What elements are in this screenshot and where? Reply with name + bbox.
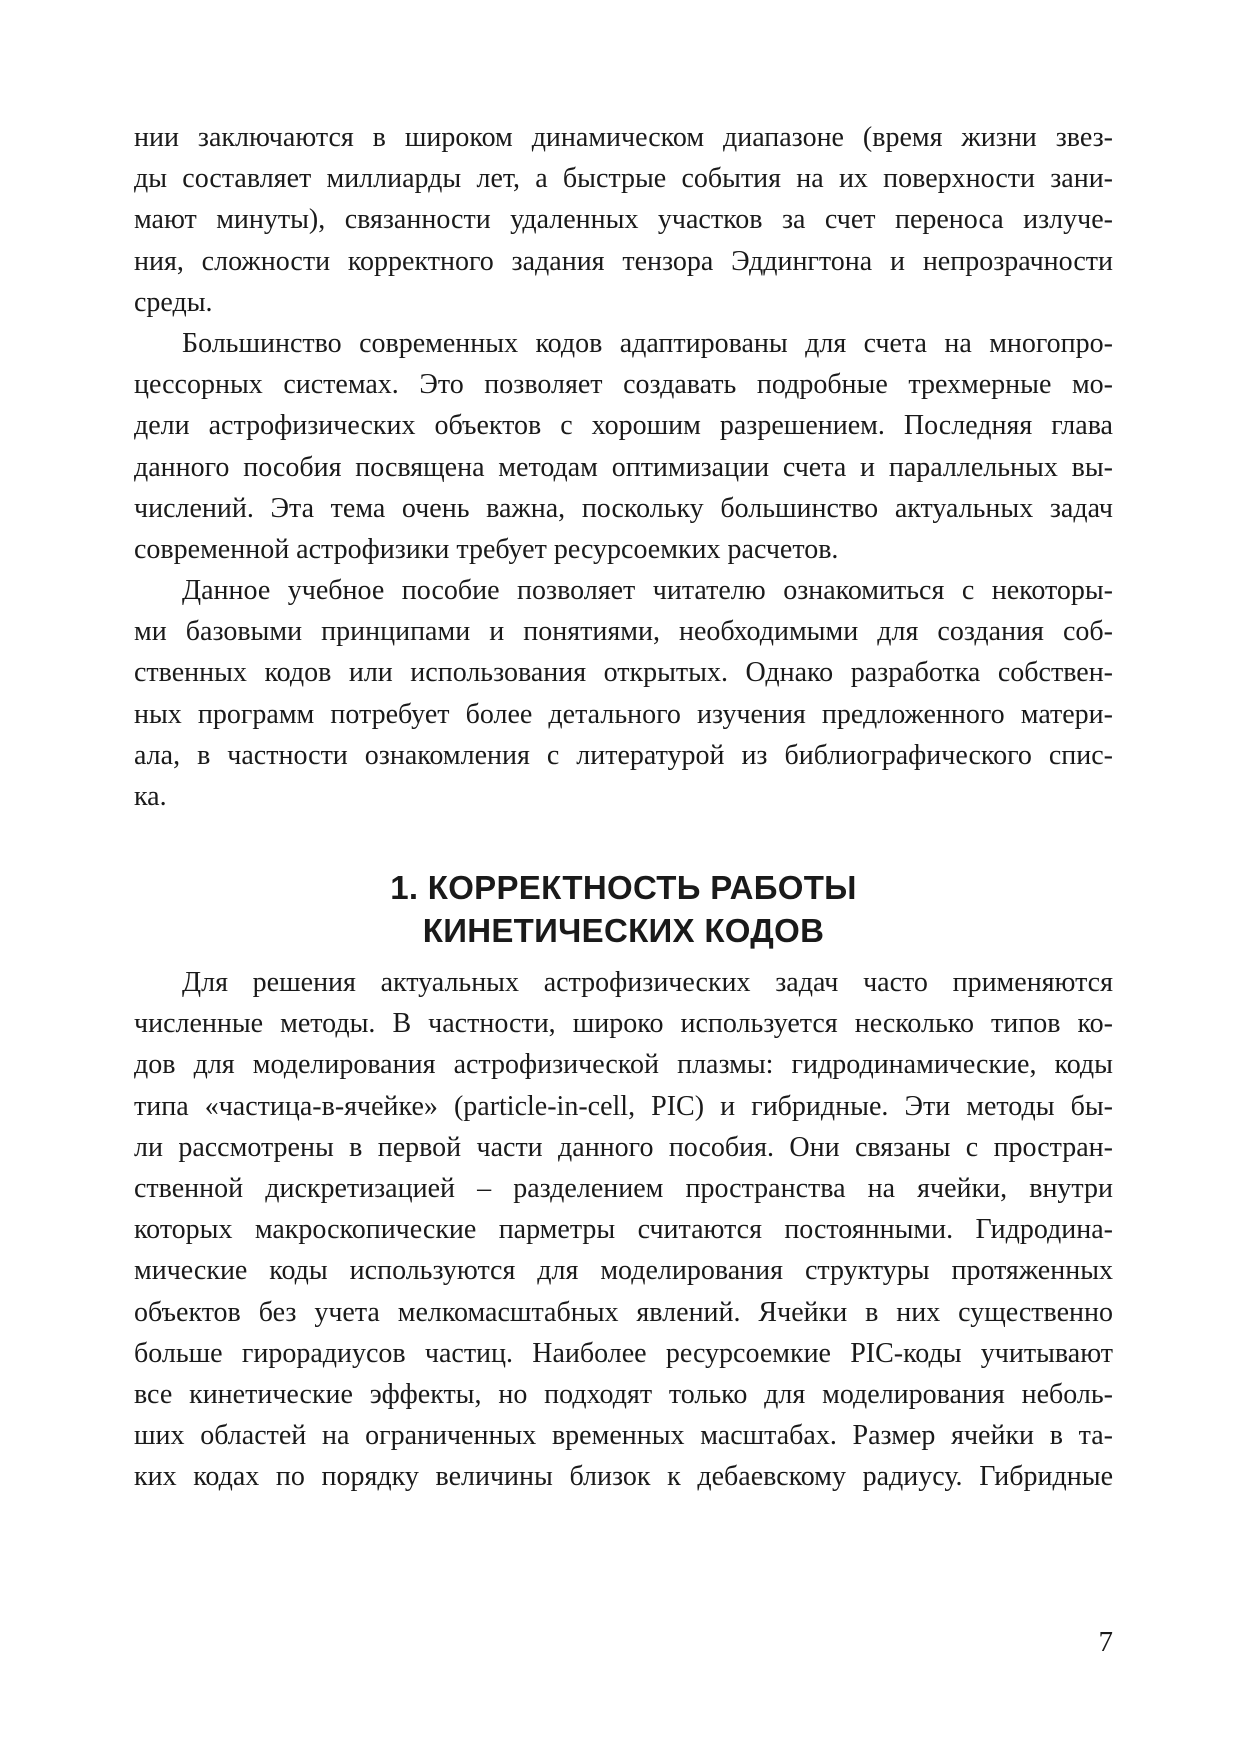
text-line: все кинетические эффекты, но подходят только для моделирования неболь- (134, 1378, 1113, 1410)
text-line: ды составляет миллиарды лет, а быстрые события на их поверхности зани- (134, 163, 1113, 195)
text-line: ных программ потребует более детального изучения предложенного матери- (134, 698, 1113, 730)
text-line: численные методы. В частности, широко используется несколько типов ко- (134, 1008, 1113, 1040)
section-heading-line-2: КИНЕТИЧЕСКИХ КОДОВ (422, 912, 825, 949)
section-heading-line-1: 1. КОРРЕКТНОСТЬ РАБОТЫ (390, 869, 857, 906)
text-line: среды. (134, 286, 213, 318)
text-line: типа «частица-в-ячейке» (particle-in-cell, PIC) и гибридные. Эти методы бы- (134, 1090, 1113, 1122)
text-line: ких кодах по порядку величины близок к дебаевскому радиусу. Гибридные (134, 1461, 1113, 1493)
text-line: ли рассмотрены в первой части данного пособия. Они связаны с простран- (134, 1131, 1113, 1163)
text-line: ших областей на ограниченных временных масштабах. Размер ячейки в та- (134, 1420, 1113, 1452)
text-line: дели астрофизических объектов с хорошим разрешением. Последняя глава (134, 410, 1113, 442)
text-line: объектов без учета мелкомасштабных явлений. Ячейки в них существенно (134, 1296, 1113, 1328)
text-line: ственной дискретизацией – разделением пространства на ячейки, внутри (134, 1172, 1113, 1204)
intro-text-block (134, 117, 1113, 817)
text-line: ственных кодов или использования открытых. Однако разработка собствен- (134, 657, 1113, 689)
text-line: больше гирорадиусов частиц. Наиболее ресурсоемкие PIC-коды учитывают (134, 1337, 1113, 1369)
text-line: ния, сложности корректного задания тензора Эддингтона и непрозрачности (134, 245, 1113, 277)
text-line: мические коды используются для моделирования структуры протяженных (134, 1255, 1113, 1287)
text-line: которых макроскопические парметры считаются постоянными. Гидродина- (134, 1214, 1113, 1246)
section-body-text-block (134, 962, 1113, 1497)
paragraph (134, 323, 1113, 570)
text-line: Для решения актуальных астрофизических задач часто применяются (182, 967, 1113, 998)
text-line: дов для моделирования астрофизической плазмы: гидродинамические, коды (134, 1049, 1113, 1081)
paragraph (134, 570, 1113, 817)
text-line: данного пособия посвящена методам оптимизации счета и параллельных вы- (134, 451, 1113, 483)
paragraph (134, 117, 1113, 323)
text-line: числений. Эта тема очень важна, поскольку большинство актуальных задач (134, 492, 1113, 524)
text-line: ми базовыми принципами и понятиями, необходимыми для создания соб- (134, 616, 1113, 648)
text-line: Данное учебное пособие позволяет читателю ознакомиться с некоторы- (182, 575, 1113, 607)
text-line: мают минуты), связанности удаленных участков за счет переноса излуче- (134, 204, 1113, 236)
text-line: цессорных системах. Это позволяет создавать подробные трехмерные мо- (134, 369, 1113, 401)
section-heading (134, 866, 1113, 952)
text-line: нии заключаются в широком динамическом диапазоне (время жизни звез- (134, 122, 1113, 153)
paragraph (134, 962, 1113, 1497)
text-line: современной астрофизики требует ресурсоемких расчетов. (134, 533, 839, 565)
text-line: ка. (134, 781, 167, 812)
text-line: ала, в частности ознакомления с литературой из библиографического спис- (134, 739, 1113, 771)
page-number: 7 (1098, 1626, 1113, 1658)
text-line: Большинство современных кодов адаптированы для счета на многопро- (182, 327, 1113, 359)
